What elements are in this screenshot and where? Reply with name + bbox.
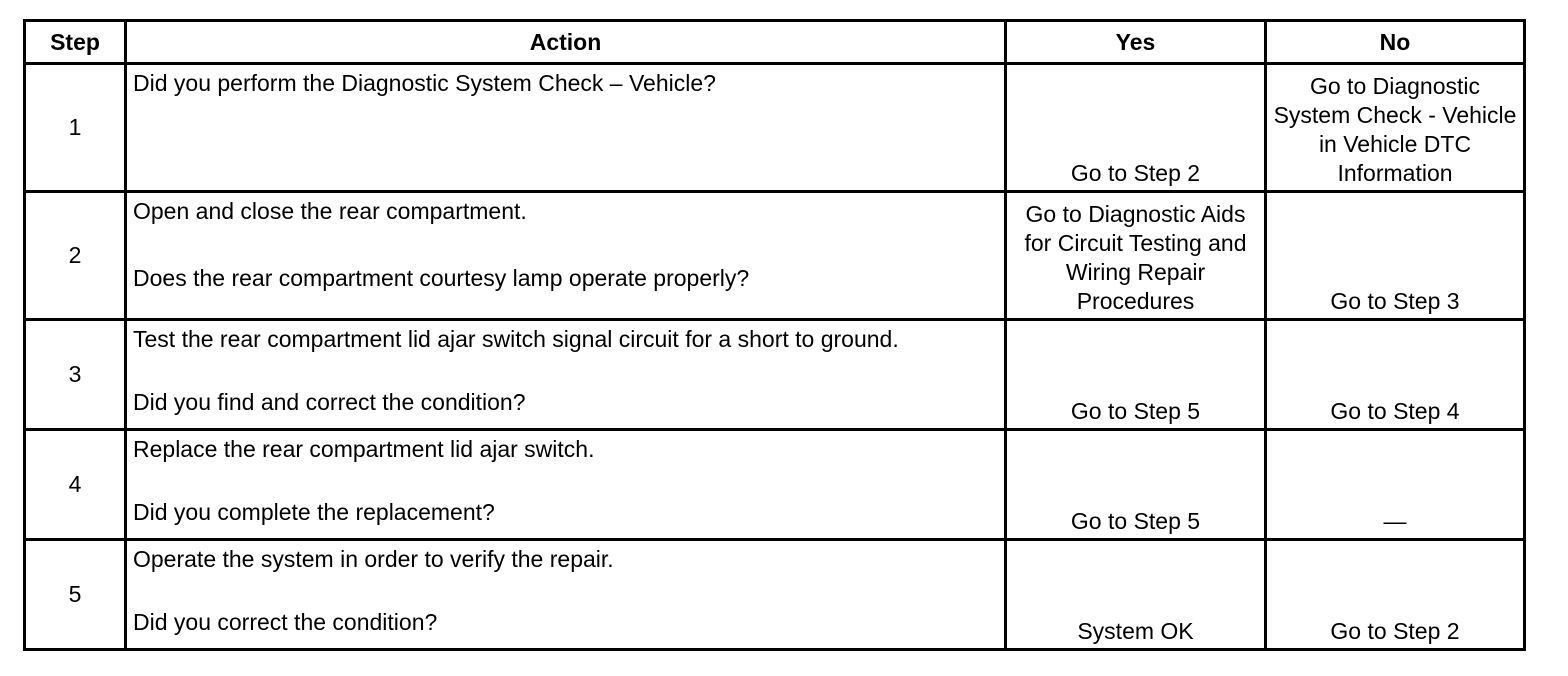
step-number: 4 — [25, 430, 126, 540]
header-step: Step — [25, 21, 126, 64]
action-cell — [126, 540, 1006, 650]
action-cell — [126, 430, 1006, 540]
step-number: 1 — [25, 64, 126, 192]
yes-result: Go to Step 5 — [1006, 320, 1266, 430]
yes-result: System OK — [1006, 540, 1266, 650]
yes-result: Go to Step 2 — [1006, 64, 1266, 192]
action-question: Does the rear compartment courtesy lamp operate properly? — [133, 265, 750, 291]
no-result: Go to Step 3 — [1266, 192, 1525, 320]
diagnostic-table — [23, 19, 1526, 651]
yes-result: Go to Diagnostic Aids for Circuit Testing and Wiring Repair Procedures — [1006, 192, 1266, 320]
table-row — [25, 192, 1525, 320]
step-number: 3 — [25, 320, 126, 430]
action-cell — [126, 192, 1006, 320]
table-row — [25, 64, 1525, 192]
action-instruction: Operate the system in order to verify the repair. — [133, 546, 614, 572]
action-cell — [126, 64, 1006, 192]
action-instruction: Did you perform the Diagnostic System Check – Vehicle? — [133, 70, 716, 96]
action-cell — [126, 320, 1006, 430]
no-result: — — [1266, 430, 1525, 540]
no-result: Go to Step 4 — [1266, 320, 1525, 430]
action-question: Did you correct the condition? — [133, 609, 438, 635]
table-row — [25, 320, 1525, 430]
action-instruction: Replace the rear compartment lid ajar switch. — [133, 436, 595, 462]
no-result: Go to Step 2 — [1266, 540, 1525, 650]
step-number: 2 — [25, 192, 126, 320]
no-result: Go to Diagnostic System Check - Vehicle in Vehicle DTC Information — [1266, 64, 1525, 192]
table-row — [25, 430, 1525, 540]
yes-result: Go to Step 5 — [1006, 430, 1266, 540]
header-row — [25, 21, 1525, 64]
header-action: Action — [126, 21, 1006, 64]
table-row — [25, 540, 1525, 650]
action-instruction: Open and close the rear compartment. — [133, 198, 527, 224]
step-number: 5 — [25, 540, 126, 650]
action-question: Did you find and correct the condition? — [133, 389, 526, 415]
header-no: No — [1266, 21, 1525, 64]
action-question: Did you complete the replacement? — [133, 499, 495, 525]
action-instruction: Test the rear compartment lid ajar switch signal circuit for a short to ground. — [133, 326, 899, 352]
header-yes: Yes — [1006, 21, 1266, 64]
